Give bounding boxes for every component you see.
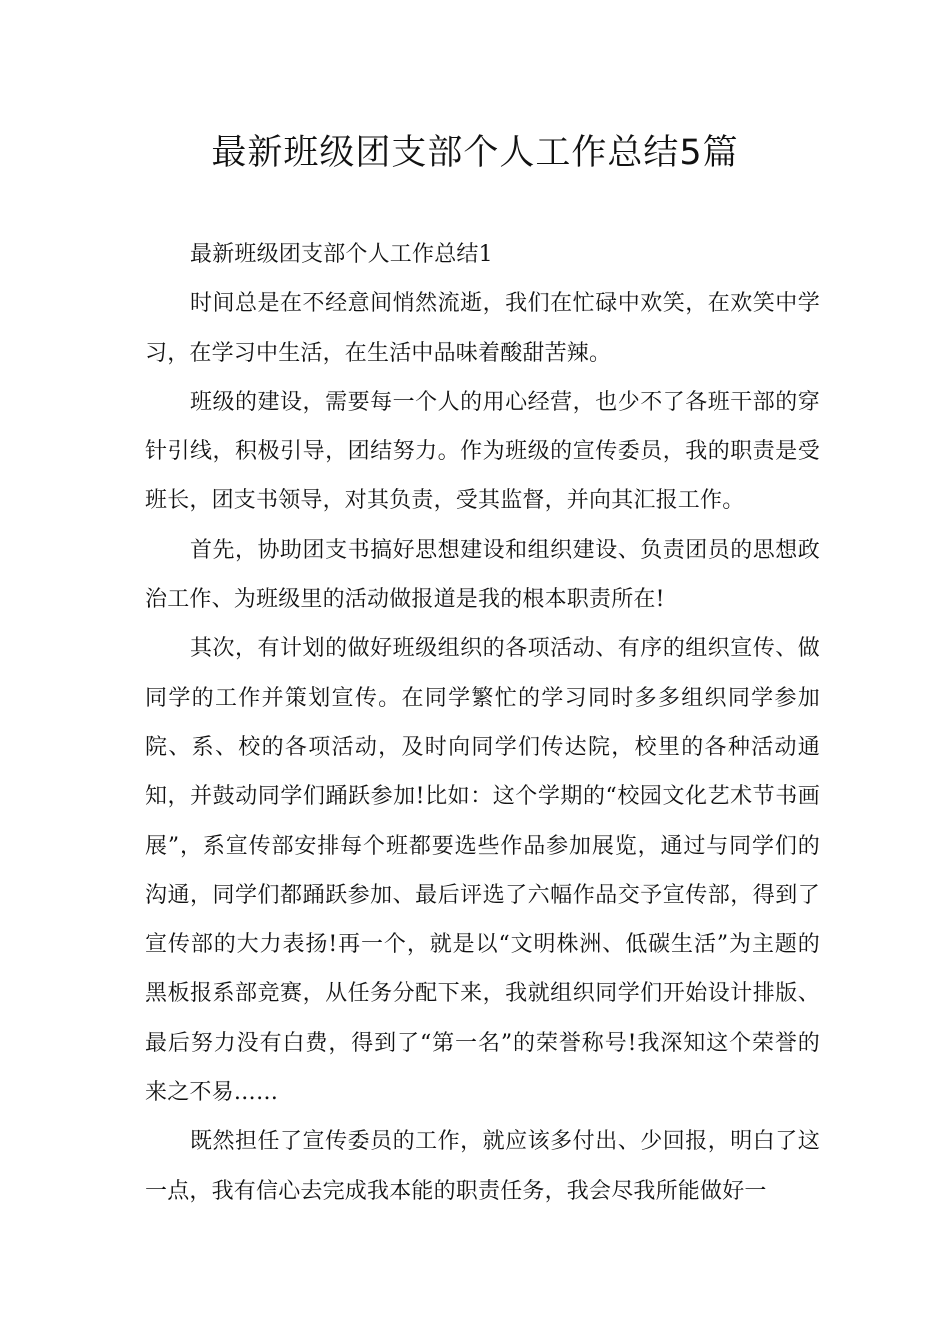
- paragraph: 班级的建设，需要每一个人的用心经营，也少不了各班干部的穿针引线，积极引导，团结努力。作为班级的宣传委员，我的职责是受班长，团支书领导，对其负责，受其监督，并向其汇报工作。: [145, 389, 820, 514]
- paragraph: 首先，协助团支书搞好思想建设和组织建设、负责团员的思想政治工作、为班级里的活动做报道是我的根本职责所在!: [145, 537, 820, 613]
- document-title: 最新班级团支部个人工作总结5篇: [211, 133, 739, 173]
- paragraph: 既然担任了宣传委员的工作，就应该多付出、少回报，明白了这一点，我有信心去完成我本能的职责任务，我会尽我所能做好一: [145, 1129, 820, 1204]
- section-heading: 最新班级团支部个人工作总结1: [190, 242, 493, 267]
- document-body: [145, 230, 820, 1216]
- paragraph: 其次，有计划的做好班级组织的各项活动、有序的组织宣传、做同学的工作并策划宣传。在同学繁忙的学习同时多多组织同学参加院、系、校的各项活动，及时向同学们传达院，校里的各种活动通知，并鼓动同学们踊跃参加!比如：这个学期的“校园文化艺术节书画展”，系宣传部安排每个班都要选些作品参加展览，通过与同学们的沟通，同学们都踊跃参加、最后评选了六幅作品交予宣传部，得到了宣传部的大力表扬!再一个，就是以“文明株洲、低碳生活”为主题的黑板报系部竞赛，从任务分配下来，我就组织同学们开始设计排版、最后努力没有白费，得到了“第一名”的荣誉称号!我深知这个荣誉的来之不易……: [145, 636, 820, 1106]
- paragraph: 时间总是在不经意间悄然流逝，我们在忙碌中欢笑，在欢笑中学习，在学习中生活，在生活中品味着酸甜苦辣。: [145, 291, 820, 366]
